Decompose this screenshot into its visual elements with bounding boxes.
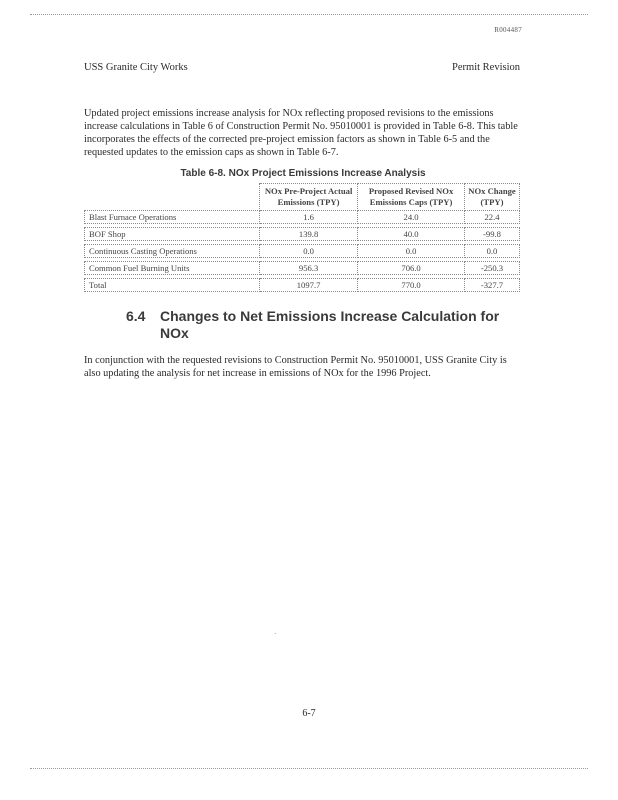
row-pre-project: 956.3	[260, 262, 358, 275]
scan-mark: ·	[274, 630, 277, 638]
row-proposed-caps: 24.0	[358, 211, 465, 224]
nox-emissions-table	[84, 183, 520, 292]
row-name: Continuous Casting Operations	[85, 245, 260, 258]
row-pre-project: 0.0	[260, 245, 358, 258]
table-row	[85, 262, 520, 275]
section-number: 6.4	[126, 308, 146, 324]
table-header-row	[85, 184, 520, 211]
row-change: 22.4	[464, 211, 519, 224]
row-proposed-caps: 706.0	[358, 262, 465, 275]
table-row	[85, 228, 520, 241]
row-name: BOF Shop	[85, 228, 260, 241]
row-change: -99.8	[464, 228, 519, 241]
table-row	[85, 211, 520, 224]
row-pre-project: 1097.7	[260, 279, 358, 292]
column-header-proposed-caps: Proposed Revised NOx Emissions Caps (TPY)	[358, 184, 465, 211]
table-row	[85, 245, 520, 258]
row-pre-project: 1.6	[260, 211, 358, 224]
intro-paragraph: Updated project emissions increase analysis for NOx reflecting proposed revisions to the emissions increase calculations in Table 6 of Construction Permit No. 95010001 is provided in Table 6-8. This table incorporates the effects of the corrected pre-project emission factors as shown in Table 6-5 and the requested updates to the emission caps as shown in Table 6-7.	[84, 108, 518, 158]
table-row-total	[85, 279, 520, 292]
row-proposed-caps: 0.0	[358, 245, 465, 258]
header-document-type: Permit Revision	[452, 62, 520, 73]
row-name: Blast Furnace Operations	[85, 211, 260, 224]
table-header-blank	[85, 184, 260, 211]
row-change: -327.7	[464, 279, 519, 292]
scan-border-bottom	[30, 768, 588, 769]
column-header-pre-project: NOx Pre-Project Actual Emissions (TPY)	[260, 184, 358, 211]
scan-border-top	[30, 14, 588, 15]
section-title: Changes to Net Emissions Increase Calculation for NOx	[160, 308, 500, 341]
row-name: Common Fuel Burning Units	[85, 262, 260, 275]
row-change: 0.0	[464, 245, 519, 258]
row-proposed-caps: 770.0	[358, 279, 465, 292]
row-proposed-caps: 40.0	[358, 228, 465, 241]
row-name: Total	[85, 279, 260, 292]
column-header-change: NOx Change (TPY)	[464, 184, 519, 211]
table-caption: Table 6-8. NOx Project Emissions Increase Analysis	[180, 168, 426, 179]
page-number: 6-7	[302, 708, 316, 719]
row-change: -250.3	[464, 262, 519, 275]
document-id: R004487	[494, 26, 522, 34]
header-company: USS Granite City Works	[84, 62, 188, 73]
section-paragraph: In conjunction with the requested revisions to Construction Permit No. 95010001, USS Granite City is also updating the analysis for net increase in emissions of NOx for the 1996 Project.	[84, 355, 507, 379]
row-pre-project: 139.8	[260, 228, 358, 241]
